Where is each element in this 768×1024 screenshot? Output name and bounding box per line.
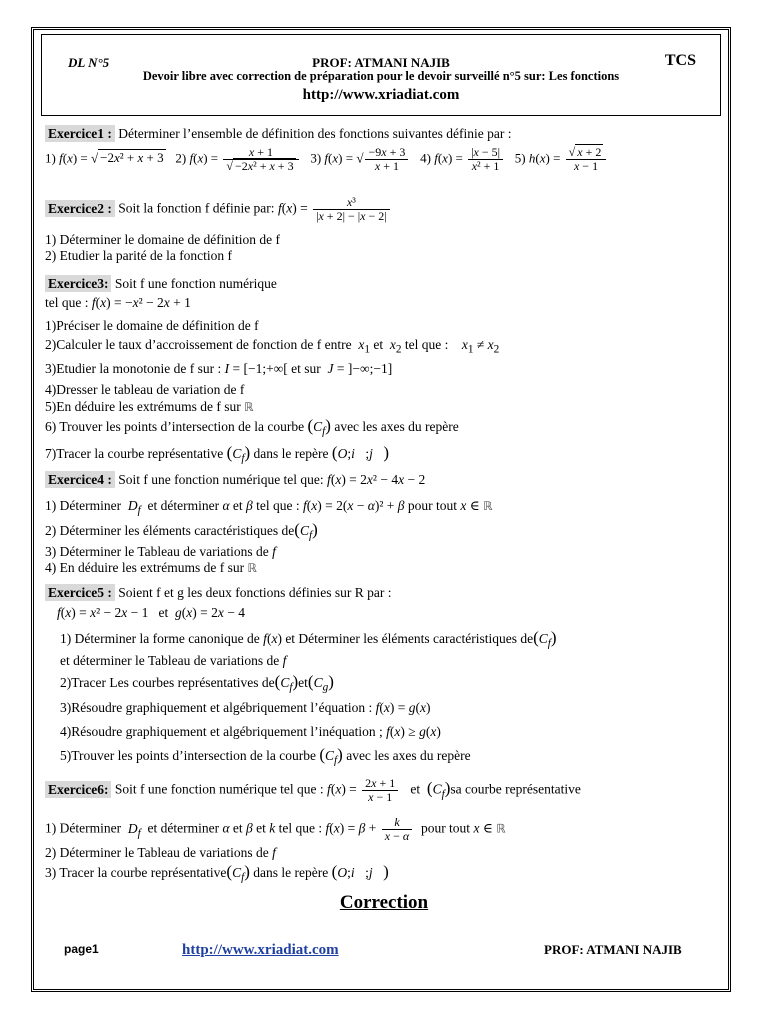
ex6-statement: Exercice6: Soit f une fonction numérique tel que : f(x) = $\frac{2x + 1}{x - 1}$ et $(C_f)sa$ courbe représentative — [45, 777, 581, 804]
ex3-label: Exercice3: — [45, 275, 111, 292]
header-subtitle: Devoir libre avec correction de préparation pour le devoir surveillé n°5 sur: Les fonctions — [142, 69, 620, 83]
ex6-q1: 1) Déterminer $D_f$ et déterminer α et β et k tel que : f(x) = β + $\frac{k}{x - \alpha}$ pour tout x ∈ ℝ — [45, 815, 506, 843]
ex5-label: Exercice5 : — [45, 584, 115, 601]
ex5-q3: 3)Résoudre graphiquement et algébriquement l’équation : f(x) = g(x) — [60, 700, 431, 715]
ex3-intro: Soit f une fonction numérique — [114, 276, 277, 291]
document-header — [41, 34, 721, 116]
ex2-q1: 1) Déterminer le domaine de définition de f — [45, 232, 281, 247]
ex5-q2: 2)Tracer Les courbes représentatives $de(C_f)et(C_g)$ — [60, 672, 334, 694]
ex1-statement — [45, 126, 511, 142]
footer-url-link[interactable]: http://www.xriadiat.com — [182, 942, 339, 958]
ex5-q1: 1) Déterminer la forme canonique de f(x) et Déterminer les éléments caractéristiques $de(C_f)$ — [60, 628, 557, 650]
ex3-q3: 3)Etudier la monotonie de f sur : I = [−1;+∞[ et sur J = ]−∞;−1] — [45, 361, 393, 376]
ex5-q4: 4)Résoudre graphiquement et algébriquement l’inéquation ; f(x) ≥ g(x) — [60, 724, 441, 739]
ex5-q1-cont: et déterminer le Tableau de variations de f — [60, 653, 287, 668]
ex3-q5: 5)En déduire les extrémums de f sur ℝ — [45, 399, 254, 414]
ex5-statement: Exercice5 : Soient f et g les deux fonctions définies sur R par : — [45, 585, 392, 601]
ex3-definition: tel que : f(x) = −x² − 2x + 1 — [45, 295, 191, 310]
ex5-q5: 5)Trouver les points d’intersection de la courbe $(C_f)$ avec les axes du repère — [60, 745, 471, 767]
ex4-statement: Exercice4 : Soit f une fonction numérique tel que: f(x) = 2x² − 4x − 2 — [45, 472, 425, 488]
ex1-label: Exercice1 : — [45, 125, 115, 142]
ex6-q2: 2) Déterminer le Tableau de variations de f — [45, 845, 276, 860]
ex2-intro: Soit la fonction f définie par: — [118, 200, 275, 216]
ex2-label: Exercice2 : — [45, 200, 115, 217]
ex3-q6: 6) Trouver les points d’intersection de la courbe $(C_f)$ avec les axes du repère — [45, 416, 459, 438]
header-url[interactable]: http://www.xriadiat.com — [302, 87, 460, 103]
ex4-q1: 1) Déterminer $D_f$ et déterminer α et β tel que : f(x) = 2(x − α)² + β pour tout x ∈ ℝ — [45, 498, 493, 517]
ex2-q2: 2) Etudier la parité de la fonction f — [45, 248, 233, 263]
ex3-q1: 1)Préciser le domaine de définition de f — [45, 318, 259, 333]
ex4-q3: 3) Déterminer le Tableau de variations de f — [45, 544, 276, 559]
header-author: PROF: ATMANI NAJIB — [312, 55, 450, 70]
ex5-definition: f(x) = x² − 2x − 1 et g(x) = 2x − 4 — [57, 605, 246, 620]
correction-heading: Correction — [339, 892, 429, 913]
ex4-q4: 4) En déduire les extrémums de f sur ℝ — [45, 560, 257, 575]
footer-page-number: page1 — [64, 942, 99, 956]
header-dl-number: DL N°5 — [68, 55, 110, 70]
ex2-statement: Exercice2 : Soit la fonction f définie par: f(x) = $\frac{\text{x³}}{|x + 2| - |x - 2|}$ — [45, 196, 392, 223]
footer-author: PROF: ATMANI NAJIB — [544, 942, 682, 957]
ex3-q4: 4)Dresser le tableau de variation de f — [45, 382, 245, 397]
ex1-functions: 1) f(x) = √ −2x² + x + 3 2) f(x) = $\frac{x + 1}{\text{√ −2x² + x + 3}}$ 3) f(x) = √ $\frac{-9x + 3}{x + 1}$ 4) f(x) = $\frac{|x - 5|}{\text{x² + 1}}$ 5) h(x) = $\frac{√ x + 2}{x - 1}$ — [45, 146, 608, 173]
ex6-label: Exercice6: — [45, 781, 111, 798]
ex3-q7: 7)Tracer la courbe représentative $(C_f)$ dans le repère (O;i⃗;j⃗) — [45, 443, 390, 465]
ex4-label: Exercice4 : — [45, 471, 115, 488]
ex1-text: Déterminer l’ensemble de définition des fonctions suivantes définie par : — [118, 126, 512, 141]
ex6-q3: 3) Tracer la courbe $représentative(C_f)$ dans le repère (O;i⃗;j⃗) — [45, 862, 389, 884]
ex3-q2: 2)Calculer le taux d’accroissement de fonction de f entre $x_1$ et $x_2$ tel que : $x_1 \ne x_2$ — [45, 337, 500, 356]
header-level: TCS — [664, 52, 696, 69]
ex3-statement — [45, 276, 277, 292]
ex4-q2: 2) Déterminer les éléments caractéristiques $de(C_f)$ — [45, 520, 318, 542]
